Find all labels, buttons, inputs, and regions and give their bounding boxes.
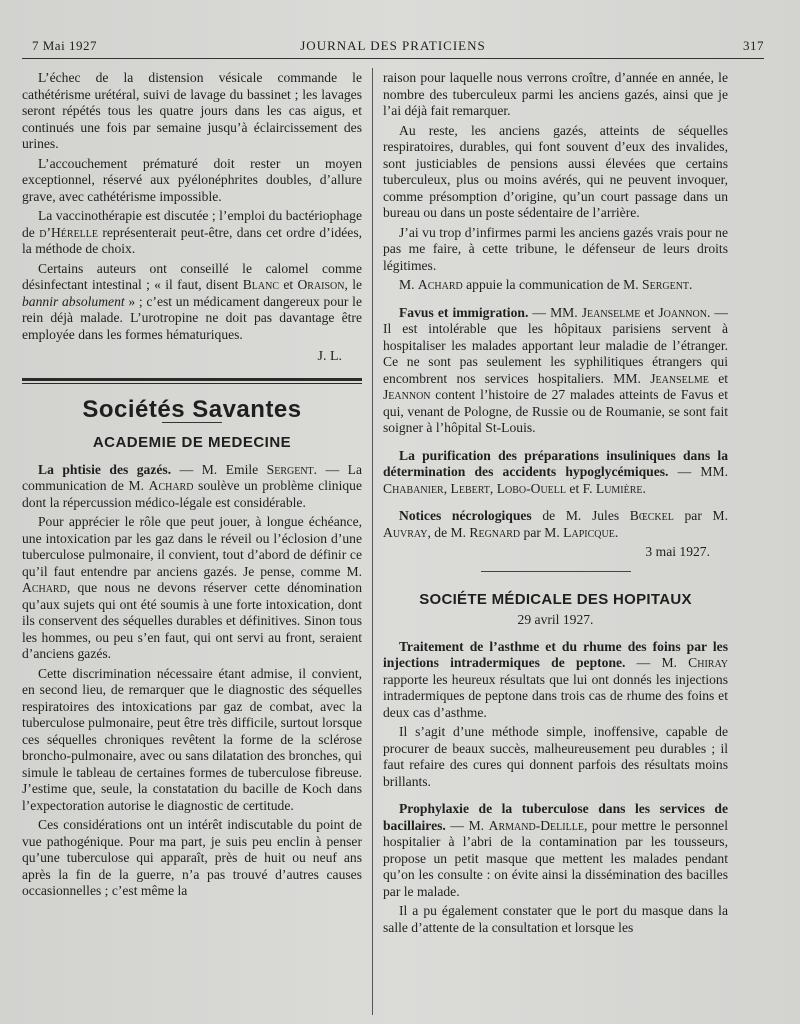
author-name: d’Hérelle (39, 224, 98, 240)
header-date: 7 Mai 1927 (32, 38, 97, 53)
paragraph: La phtisie des gazés. — M. Emile Sergent. — La communication de M. Achard soulève un problème clinique dont la répercussion médico-légale est considérable. (22, 461, 362, 510)
spacer (383, 793, 728, 801)
paragraph: La purification des préparations insuliniques dans la détermination des accidents hypoglycémiques. — MM. Chabanier, Lebert, Lobo-Ouell et F. Lumière. (383, 447, 728, 496)
header-rule (22, 58, 764, 59)
paragraph: L’accouchement prématuré doit rester un moyen exceptionnel, réservé aux pyélonéphrites doubles, d’allure grave, avec cathétérisme impossible. (22, 155, 362, 204)
spacer (383, 297, 728, 305)
article-title: Prophylaxie de la tuberculose dans les services de bacillaires. (383, 801, 728, 833)
paragraph: Notices nécrologiques de M. Jules Bœckel par M. Auvray, de M. Regnard par M. Lapicque. (383, 508, 728, 540)
section-rule (22, 378, 362, 384)
paragraph: Prophylaxie de la tuberculose dans les services de bacillaires. — M. Armand-Delille, pour mettre le personnel hospitalier à l’abri de la contamination par les tousseurs, propose un petit masque que mettent les malades pendant qu’on les consulte : on évite ainsi la dissémination des bacilles par le malade. (383, 801, 728, 899)
page-header (22, 38, 764, 54)
page-number: 317 (743, 38, 764, 53)
paragraph: Favus et immigration. — MM. Jeanselme et Joannon. — Il est intolérable que les hôpitaux parisiens servent à hospitaliser les malades apportant leur maladie de l’étranger. Ce ne sont pas seulement les syphilitiques étrangers qui encombrent nos services hospitaliers. MM. Jeanselme et Jeannon content l’histoire de 27 malades atteints de Favus et qui, venant de Pologne, de Russie ou de Roumanie, se sont fait soigner à l’hôpital St-Louis. (383, 304, 728, 435)
column-divider (372, 68, 373, 1015)
paragraph: La vaccinothérapie est discutée ; l’emploi du bactériophage de d’Hérelle représenterait peut-être, dans cet ordre d’idées, la méthode de choix. (22, 208, 362, 256)
paragraph: Certains auteurs ont conseillé le calomel comme désinfectant intestinal ; « il faut, disent Blanc et Oraison, le bannir absolument » ; c’est un médicament dangereux pour le rein déjà malade. L’urotropine ne doit pas davantage être employée dans les formes hématuriques. (22, 260, 362, 342)
signature: J. L. (317, 349, 342, 364)
paragraph: M. Achard appuie la communication de M. Sergent. (399, 277, 693, 292)
section-rule (481, 571, 631, 572)
session-date: 3 mai 1927. (645, 544, 710, 559)
paragraph: Il a pu également constater que le port du masque dans la salle d’attente de la consultation et lorsque les (383, 903, 728, 935)
section-title: Sociétés Savantes (82, 395, 302, 423)
paragraph: J’ai vu trop d’infirmes parmi les anciens gazés vrais pour ne pas me faire, à cette tribune, le défenseur de leurs droits légitimes. (383, 224, 728, 273)
author-name: Oraison (297, 277, 345, 292)
left-column (22, 70, 362, 1015)
article-title: La phtisie des gazés. (38, 461, 172, 477)
session-date: 29 avril 1927. (517, 612, 594, 627)
spacer (383, 440, 728, 448)
paragraph: Cette discrimination nécessaire étant admise, il convient, en second lieu, de remarquer que le diagnostic des séquelles respiratoires des intoxications par gaz de combat, avec la tuberculose pulmonaire, peut être très difficile, surtout lorsque ces séquelles chroniques revêtent la forme de la sclérose broncho-pulmonaire, avec ou sans dilatation des bronches, qui simule le tableau de certaines formes de tuberculose fibreuse. J’estime que, seule, la constatation du bacille de Koch dans l’expectoration autorise le diagnostic de certitude. (22, 665, 362, 813)
journal-title: JOURNAL DES PRATICIENS (300, 38, 486, 53)
article-title: La purification des préparations insuliniques dans la détermination des accidents hypoglycémiques. (383, 447, 728, 479)
paragraph: Au reste, les anciens gazés, atteints de séquelles respiratoires, durables, qui font souvent d’eux des invalides, sont justiciables de pensions aussi élevées que certains tuberculeux, plus ou moins avérés, qui ne peuvent invoquer, comme présomption d’origine, qu’un court passage dans un bureau ou dans un poste sédentaire de l’arrière. (383, 122, 728, 220)
paragraph: raison pour laquelle nous verrons croître, d’année en année, le nombre des tuberculeux parmi les anciens gazés, ainsi que je l’ai déjà fait remarquer. (383, 70, 728, 118)
society-heading: SOCIÉTE MÉDICALE DES HOPITAUX (419, 590, 692, 608)
article-title: Traitement de l’asthme et du rhume des foins par les injections intradermiques de peptone. (383, 638, 728, 670)
author-name: Blanc (242, 277, 280, 292)
paragraph: Traitement de l’asthme et du rhume des foins par les injections intradermiques de peptone. — M. Chiray rapporte les heureux résultats que lui ont donnés les injections intradermiques de peptone dans trois cas de rhume des foins et deux cas d’asthme. (383, 638, 728, 720)
paragraph: Pour apprécier le rôle que peut jouer, à longue échéance, une intoxication par les gaz dans le réveil ou l’éclosion d’une tuberculose pulmonaire, il convient, tout d’abord de définir ce qu’il faut entendre par anciens gazés. Je pense, comme M. Achard, que nous ne devons réserver cette dénomination qu’aux sujets qui ont été soumis à une forte intoxication, dont ils conservent des séquelles durables et définitives. Sinon tous les hommes, ou peu s’en faut, qui ont servi au front, seraient d’anciens gazés. (22, 514, 362, 661)
spacer (383, 500, 728, 508)
paragraph: Il s’agit d’une méthode simple, inoffensive, capable de procurer de beaux succès, malheureusement peu durables ; il faut refaire des cures qui donnent parfois des résultats moins brillants. (383, 724, 728, 789)
article-title: Notices nécrologiques (399, 508, 532, 523)
paragraph: L’échec de la distension vésicale commande le cathétérisme urétéral, suivi de lavage du bassinet ; les lavages seront répétés tous les quatre jours dans les cas aigus, et continués une fois par semaine jusqu’à éclaircissement des urines. (22, 70, 362, 151)
article-title: Favus et immigration. (399, 304, 529, 320)
paragraph: Ces considérations ont un intérêt indiscutable du point de vue pathogénique. Pour ma part, je suis peu enclin à penser qu’une tuberculose qui apparaît, près de huit ou neuf ans après la fin de la guerre, n’a pas trouvé d’autres causes occasionnelles ; c’est même la (22, 817, 362, 898)
right-column (383, 70, 728, 1015)
academy-heading: ACADEMIE DE MEDECINE (92, 434, 292, 451)
